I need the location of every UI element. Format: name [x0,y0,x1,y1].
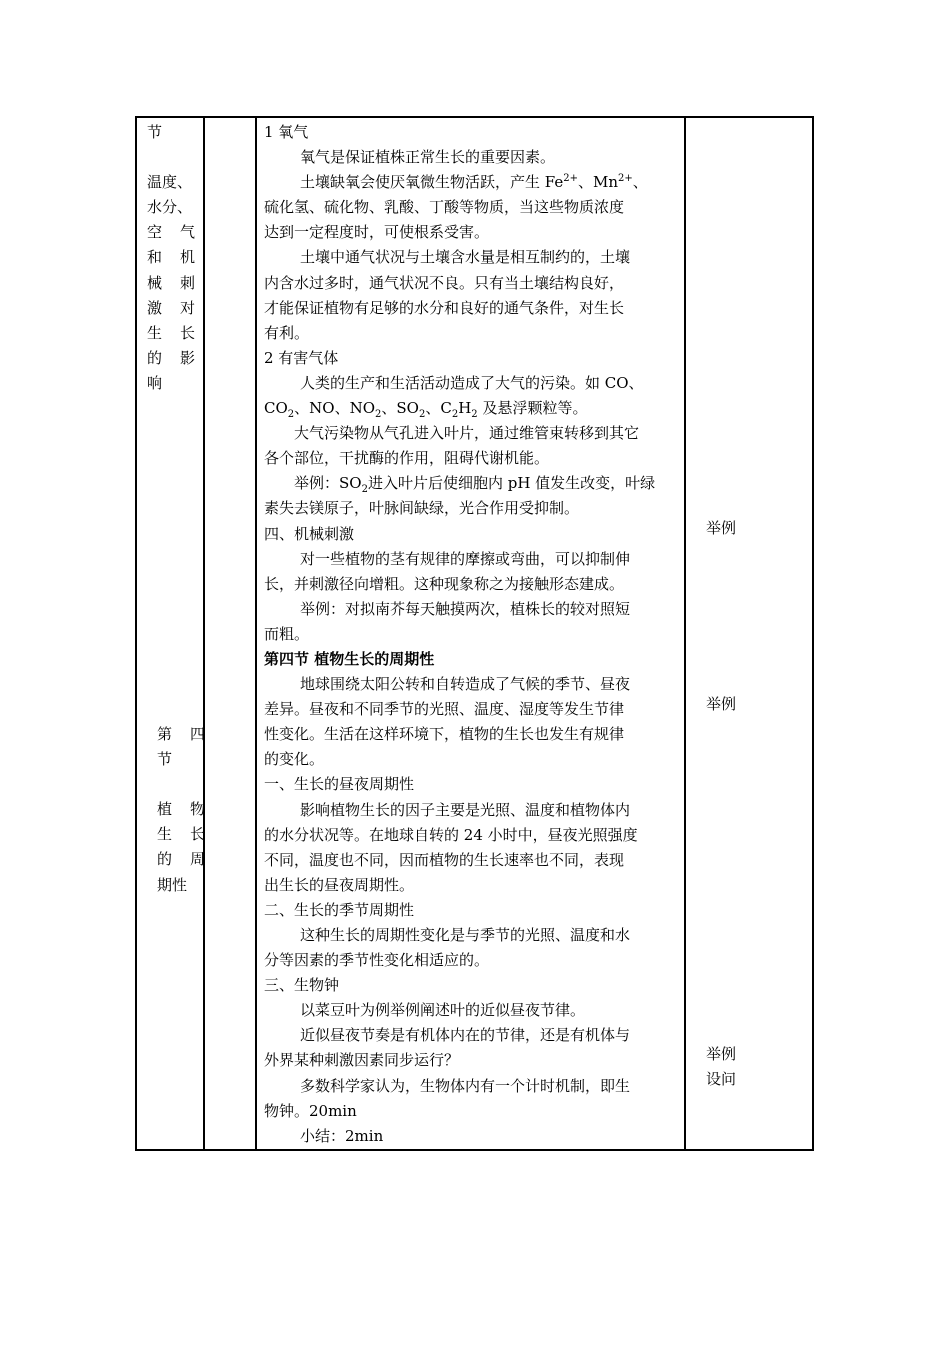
section-label-group-4: 第 四 节 植 物 生 长 的 周 期性 [157,725,205,894]
paragraph-line: 各个部位，干扰酶的作用，阻碍代谢机能。 [264,449,550,468]
paragraph-line: 有利。 [264,323,310,342]
paragraph-line: 外界某种刺激因素同步运行？ [264,1051,460,1070]
paragraph-line: 性变化。生活在这样环境下，植物的生长也发生有规律 [264,725,625,744]
section-label: 温度、 [147,173,193,192]
paragraph-line: 素失去镁原子，叶脉间缺绿，光合作用受抑制。 [264,499,580,518]
paragraph-line: 不同，温度也不同，因而植物的生长速率也不同，表现 [264,850,625,869]
paragraph-line: 而粗。 [264,624,310,643]
paragraph-line: 的变化。 [264,750,325,769]
lesson-content [257,118,684,1149]
paragraph-line: 分等因素的季节性变化相适应的。 [264,951,490,970]
subheading: 1 氧气 [264,123,309,141]
method-note: 设问 [706,1070,737,1088]
paragraph-line: 大气污染物从气孔进入叶片，通过维管束转移到其它 [294,424,640,443]
paragraph-line: 土壤中通气状况与土壤含水量是相互制约的，土壤 [300,248,631,267]
paragraph-line: 硫化氢、硫化物、乳酸、丁酸等物质，当这些物质浓度 [264,198,625,217]
paragraph-line: 多数科学家认为，生物体内有一个计时机制，即生 [300,1076,631,1095]
section-column: 节 温度、 水分、 空 气 和 机 械 刺 激 对 生 长 的 影 响 第 四 节 植 物 生 长 的 周 期性 [136,117,204,1150]
paragraph-line: 的水分状况等。在地球自转的 24 小时中，昼夜光照强度 [264,825,638,844]
paragraph-line: 达到一定程度时，可使根系受害。 [264,223,490,242]
paragraph-line: 内含水过多时，通气状况不良。只有当土壤结构良好， [264,273,625,292]
paragraph-line: 以菜豆叶为例举例阐述叶的近似昼夜节律。 [300,1001,586,1020]
section-label: 响 [147,373,163,392]
paragraph-line: 影响植物生长的因子主要是光照、温度和植物体内 [300,800,631,819]
paragraph-line: 才能保证植物有足够的水分和良好的通气条件，对生长 [264,298,625,317]
subheading: 三、生物钟 [264,976,340,995]
paragraph-line: 举例：对拟南芥每天触摸两次，植株长的较对照短 [300,599,631,618]
paragraph-line: 地球围绕太阳公转和自转造成了气候的季节、昼夜 [300,675,631,694]
subheading: 一、生长的昼夜周期性 [264,775,415,794]
paragraph-line: 氧气是保证植株正常生长的重要因素。 [300,148,556,167]
method-note: 举例 [706,695,737,713]
section-label: 节 [147,123,163,141]
paragraph-line: $CO_2$、NO、$NO_2$、$SO_2$、$C_2H_2$ 及悬浮颗粒等。 [264,399,588,421]
paragraph-line: 这种生长的周期性变化是与季节的光照、温度和水 [300,926,631,944]
paragraph-line: 小结：2min [300,1126,384,1145]
section-label: 水分、 [147,198,193,217]
section-heading: 第四节 植物生长的周期性 [264,649,435,668]
method-column [685,117,813,1150]
method-note: 举例 [706,1045,737,1063]
paragraph-line: 出生长的昼夜周期性。 [264,875,415,894]
content-column [256,117,685,1150]
paragraph-line: 物钟。20min [264,1101,357,1120]
paragraph-line: 长，并刺激径向增粗。这种现象称之为接触形态建成。 [264,574,625,593]
paragraph-line: 人类的生产和生活活动造成了大气的污染。如 CO、 [300,373,644,392]
paragraph-line: 近似昼夜节奏是有机体内在的节律，还是有机体与 [300,1026,631,1045]
subheading: 二、生长的季节周期性 [264,900,415,919]
empty-column [204,117,256,1150]
table-row [136,117,813,1150]
paragraph-line: 举例：$SO_2$进入叶片后使细胞内 pH 值发生改变，叶绿 [294,474,656,496]
paragraph-line: 对一些植物的茎有规律的摩擦或弯曲，可以抑制伸 [300,549,631,568]
subheading: 2 有害气体 [264,348,339,367]
method-note: 举例 [706,519,737,537]
subheading: 四、机械刺激 [264,524,355,543]
paragraph-line: 土壤缺氧会使厌氧微生物活跃，产生 $Fe^{2+}$、$Mn^{2+}$、 [300,173,648,192]
lesson-plan-table [135,116,814,1151]
paragraph-line: 差异。昼夜和不同季节的光照、温度、湿度等发生节律 [264,700,625,719]
